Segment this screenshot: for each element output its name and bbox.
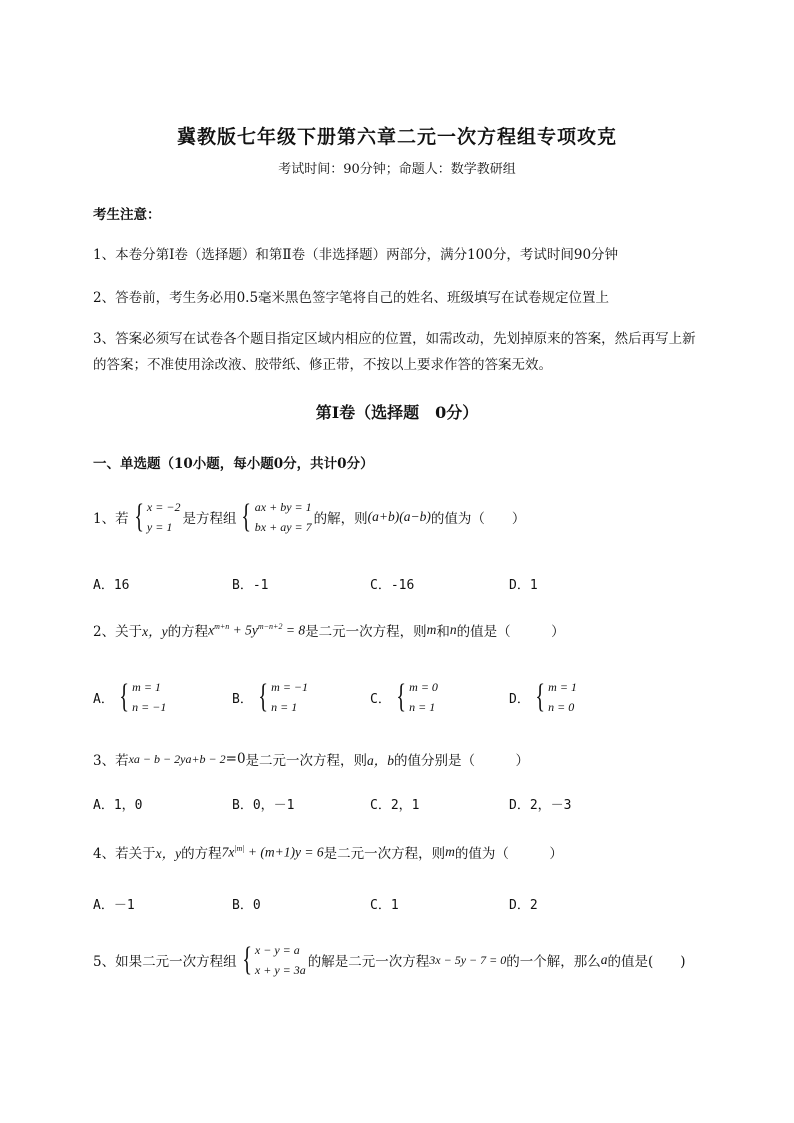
q4-text-a: 4、若关于 [93,846,156,862]
q5-text-a: 5、如果二元一次方程组 [93,954,237,970]
q1-option-b[interactable]: B．-1 [232,578,269,593]
q4-eq-sup: |m| [234,843,245,853]
q2-option-c-label: C． [370,691,391,707]
q2-c-line2: n = 1 [409,700,436,714]
document-title: 冀教版七年级下册第六章二元一次方程组专项攻克 [176,126,617,148]
brace-icon: { [396,678,406,715]
question-4 [93,842,563,862]
notice-item-3: 3、答案必须写在试卷各个题目指定区域内相应的位置，如需改动，先划掉原来的答案，然后再写上新 [93,331,696,347]
q2-and: 和 [436,624,450,640]
q2-var-m: m [426,622,437,637]
q1-suffix-b: 的值为（ ） [430,511,526,527]
notice-heading: 考生注意： [93,207,161,223]
q3-text-b: 是二元一次方程，则 [245,753,368,769]
q2-d-line1: m = 1 [548,680,577,694]
q5-system [239,940,306,980]
q4-eq-7x: 7x [221,844,235,860]
part-title: 一、单选题（10小题，每小题0分，共计0分） [93,456,374,472]
q5-text-d: 的值是( ) [607,954,686,970]
q1-mid: 是方程组 [182,511,237,527]
q4-option-c[interactable]: C．1 [370,898,399,913]
brace-icon: { [119,678,129,715]
q3-option-a[interactable]: A．1，0 [93,798,143,813]
q2-d-line2: n = 0 [548,700,575,714]
question-5 [93,940,686,980]
document-subtitle: 考试时间：90分钟；命题人：数学教研组 [278,162,516,177]
section-title: 第Ⅰ卷（选择题 0分） [315,403,479,422]
q3-option-b[interactable]: B．0，－1 [232,798,295,813]
q1-sys1-line2: y = 1 [146,520,173,534]
q1-option-a[interactable]: A．16 [93,578,130,593]
q2-a-line2: n = −1 [132,700,167,714]
q4-option-d[interactable]: D．2 [509,898,538,913]
q4-text-b: 的方程 [181,846,222,862]
notice-item-1: 1、本卷分第Ⅰ卷（选择题）和第Ⅱ卷（非选择题）两部分，满分100分，考试时间90分钟 [93,247,619,263]
q3-option-c[interactable]: C．2，1 [370,798,420,813]
q1-suffix-a: 的解，则 [313,511,368,527]
q4-text-c: 是二元一次方程，则 [323,846,446,862]
notice-item-3-cont: 的答案；不准使用涂改液、胶带纸、修正带，不按以上要求作答的答案无效。 [93,357,552,373]
q2-b-line1: m = −1 [271,680,309,694]
q2-option-a[interactable] [93,677,168,717]
q2-eq-sup1: m+n [214,621,230,631]
q2-eq-x: x [208,622,215,638]
q2-vars: x，y [142,624,168,639]
brace-icon: { [535,678,545,715]
q2-b-line2: n = 1 [271,700,298,714]
q1-system-solution [131,497,181,537]
q3-equation: xa − b − 2ya+b − 2 [128,751,226,766]
q2-eq-mid: + 5y [229,622,258,638]
q2-c-line1: m = 0 [409,680,438,694]
q4-vars: x，y [155,846,182,861]
q5-text-b: 的解是二元一次方程 [307,954,430,970]
q1-sys2-line1: ax + by = 1 [254,500,312,514]
q3-text-c: 的值分别是（ ） [394,753,530,769]
q3-option-d[interactable]: D．2，－3 [509,798,572,813]
q1-expression: (a+b)(a−b) [367,509,431,524]
q5-equation: 3x − 5y − 7 = 0 [429,952,507,967]
question-1 [93,497,525,537]
q2-eq-end: = 8 [282,622,306,638]
q2-option-a-label: A． [93,691,114,707]
notice-item-2: 2、答卷前，考生务必用0.5毫米黑色签字笔将自己的姓名、班级填写在试卷规定位置上 [93,290,610,306]
q2-option-c[interactable] [370,677,440,717]
q1-system-equations [238,497,311,537]
question-2 [93,620,565,640]
q1-option-d[interactable]: D．1 [509,578,538,593]
q1-option-c[interactable]: C．-16 [370,578,415,593]
q4-text-d: 的值为（ ） [454,846,563,862]
q3-vars: a，b [367,753,395,768]
q1-sys2-line2: bx + ay = 7 [254,520,312,534]
q4-var-m: m [445,844,455,859]
q5-text-c: 的一个解，那么 [506,954,601,970]
q4-equation [222,844,324,861]
q2-option-b-label: B． [232,691,253,707]
q3-text-a: 3、若 [93,753,129,769]
q2-text-d: 的值是（ ） [456,624,565,640]
q2-text-c: 是二元一次方程，则 [305,624,427,640]
q2-a-line1: m = 1 [132,680,161,694]
q2-eq-sup2: m−n+2 [257,621,283,631]
brace-icon: { [241,941,252,978]
q3-eq-tail: =0 [225,751,246,767]
q1-prefix: 1、若 [93,511,129,527]
brace-icon: { [241,498,252,535]
q2-option-d-label: D． [509,691,530,707]
q2-equation [208,622,305,639]
brace-icon: { [258,678,268,715]
q4-eq-tail: + (m+1)y = 6 [244,844,324,860]
brace-icon: { [133,498,144,535]
q2-var-n: n [449,622,457,637]
q2-option-b[interactable] [232,677,310,717]
q5-sys-line1: x − y = a [254,943,300,957]
q5-var-a: a [600,952,608,967]
q2-text-b: 的方程 [167,624,209,640]
q4-option-b[interactable]: B．0 [232,898,261,913]
q2-option-d[interactable] [509,677,579,717]
q2-text-a: 2、关于 [93,624,143,640]
q4-option-a[interactable]: A．－1 [93,898,135,913]
question-3 [93,749,529,769]
q1-sys1-line1: x = −2 [146,500,181,514]
q5-sys-line2: x + y = 3a [254,963,306,977]
